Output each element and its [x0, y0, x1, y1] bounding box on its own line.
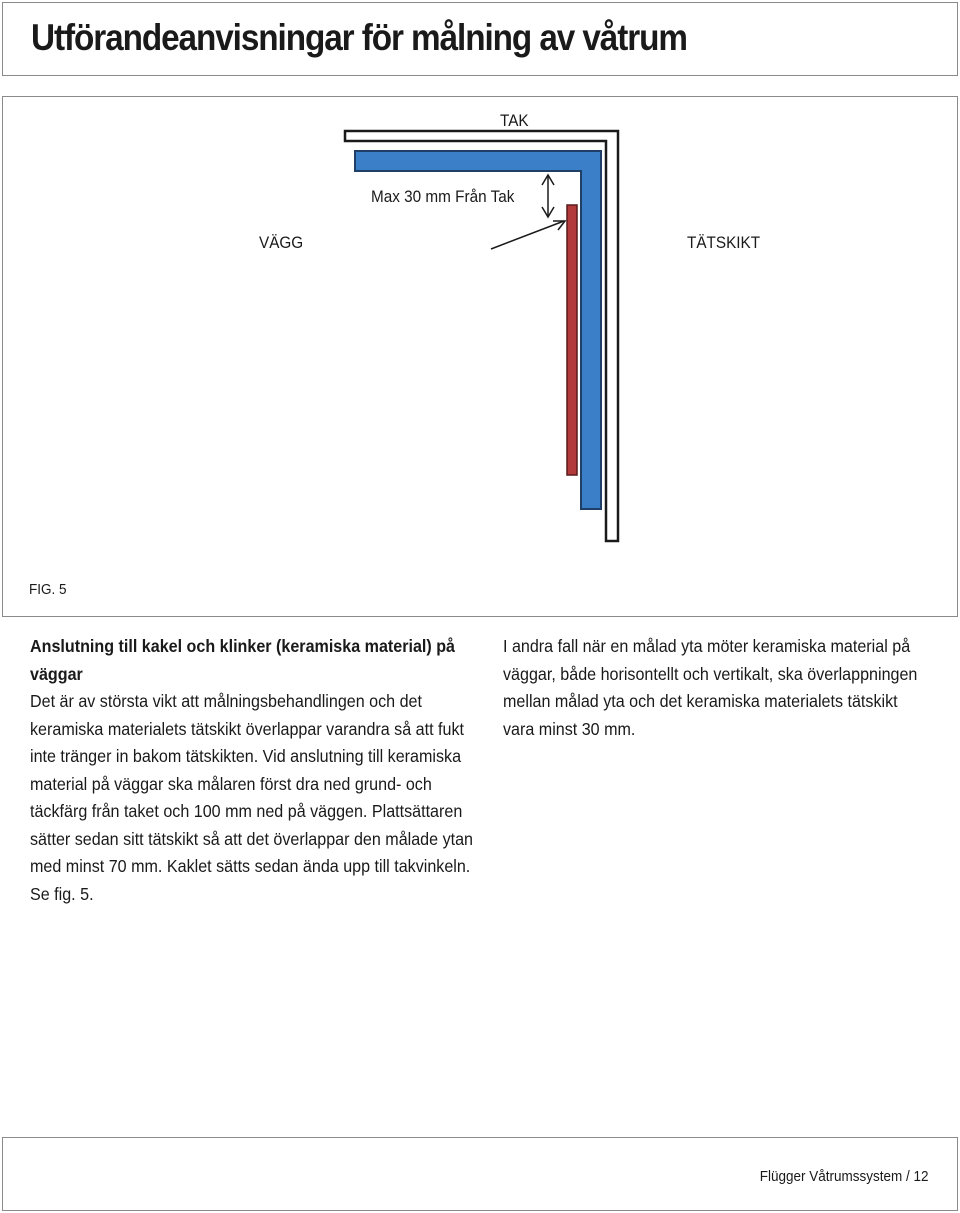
label-tak: TAK	[500, 111, 529, 130]
left-paragraph: Det är av största vikt att målningsbehandlingen och det keramiska materialets tätskikt överlappar varandra så att fukt inte tränger in bakom tätskikten. Vid anslutning till keramiska material på väggar ska målaren först dra ned grund- och täckfärg från taket och 100 mm ned på väggen. Plattsättaren sätter sedan sitt tätskikt så att det överlappar den målade ytan med minst 70 mm. Kaklet sätts sedan ända upp till takvinkeln. Se fig. 5.	[30, 691, 473, 904]
label-tatskikt: TÄTSKIKT	[687, 233, 761, 252]
page-title: Utförandeanvisningar för målning av våtrum	[31, 17, 687, 58]
membrane-strip	[567, 205, 577, 475]
wall-ceiling-diagram	[3, 97, 959, 618]
right-column	[503, 633, 933, 743]
label-max-distance: Max 30 mm Från Tak	[371, 187, 515, 206]
footer-bar	[2, 1137, 958, 1211]
figure-panel	[2, 96, 958, 617]
left-column	[30, 633, 490, 908]
right-paragraph: I andra fall när en målad yta möter keramiska material på väggar, både horisontellt och vertikalt, ska överlappningen mellan målad yta och det keramiska materialets tätskikt vara minst 30 mm.	[503, 636, 918, 739]
pointer-line	[491, 221, 564, 249]
title-bar	[2, 2, 958, 76]
footer-text: Flügger Våtrumssystem / 12	[760, 1168, 929, 1185]
label-vagg: VÄGG	[259, 233, 304, 252]
section-heading: Anslutning till kakel och klinker (keramiska material) på väggar	[30, 636, 456, 684]
figure-caption: FIG. 5	[29, 581, 67, 598]
